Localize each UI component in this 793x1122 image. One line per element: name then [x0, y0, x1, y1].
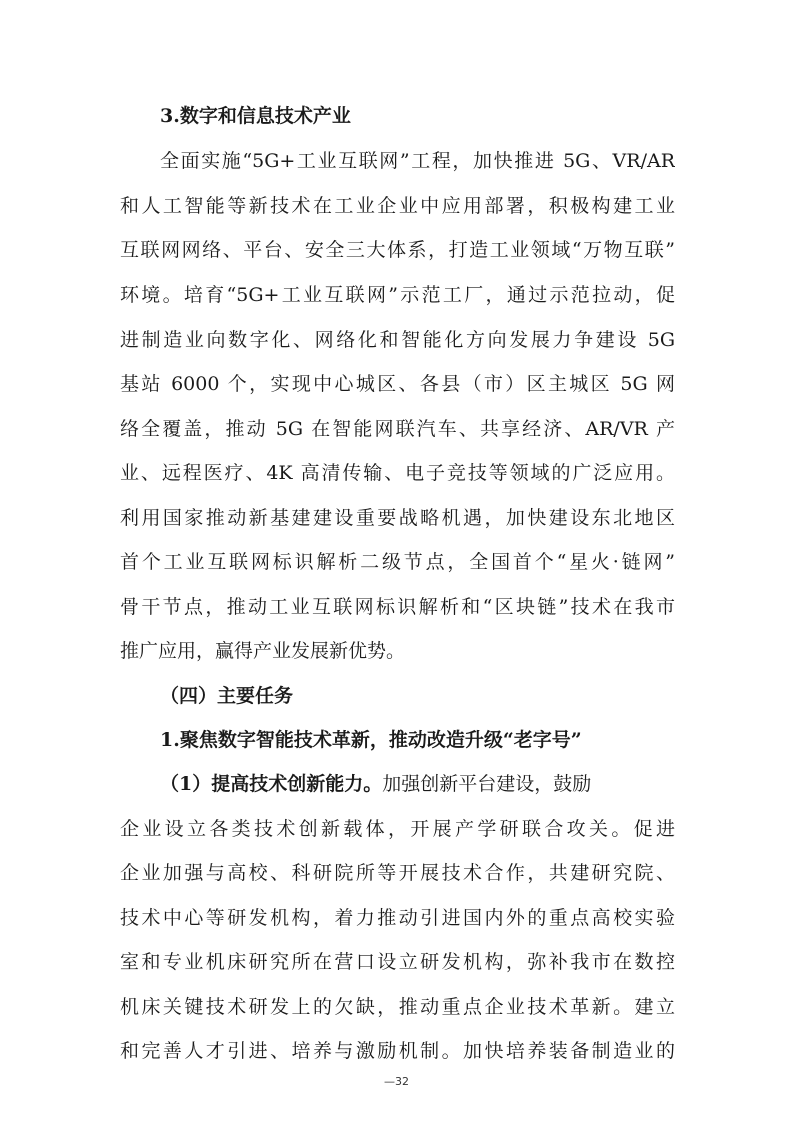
paragraph-line-with-lead: [160, 771, 675, 797]
paragraph-line: 骨干节点，推动工业互联网标识解析和“区块链”技术在我市: [120, 596, 675, 618]
paragraph-line: 首个工业互联网标识解析二级节点，全国首个“星火·链网”: [120, 551, 675, 573]
item-heading-tech-innovation: （1）提高技术创新能力。: [160, 773, 383, 795]
paragraph-line: 络全覆盖，推动 5G 在智能网联汽车、共享经济、AR/VR 产: [120, 418, 675, 440]
paragraph-line: 进制造业向数字化、网络化和智能化方向发展力争建设 5G: [120, 329, 675, 351]
paragraph-line: 利用国家推动新基建建设重要战略机遇，加快建设东北地区: [120, 507, 675, 529]
paragraph-line: 技术中心等研发机构，着力推动引进国内外的重点高校实验: [120, 907, 675, 929]
paragraph-line: 企业加强与高校、科研院所等开展技术合作，共建研究院、: [120, 862, 675, 884]
paragraph-line: 室和专业机床研究所在营口设立研发机构，弥补我市在数控: [120, 951, 675, 973]
paragraph-line: 和人工智能等新技术在工业企业中应用部署，积极构建工业: [120, 195, 675, 217]
paragraph-text: 加强创新平台建设，鼓励: [382, 773, 592, 795]
section-heading-digital-info-industry: 3.数字和信息技术产业: [160, 105, 351, 127]
paragraph-line: 企业设立各类技术创新载体，开展产学研联合攻关。促进: [120, 818, 675, 840]
paragraph-line: 机床关键技术研发上的欠缺，推动重点企业技术革新。建立: [120, 996, 675, 1018]
subsection-heading-digital-intelligence: 1.聚焦数字智能技术革新，推动改造升级“老字号”: [160, 729, 582, 751]
page-number: —32: [384, 1075, 409, 1088]
paragraph-line: 环境。培育“5G+工业互联网”示范工厂，通过示范拉动，促: [120, 284, 675, 306]
section-heading-main-tasks: （四）主要任务: [160, 685, 294, 707]
paragraph-line: 和完善人才引进、培养与激励机制。加快培养装备制造业的: [120, 1040, 675, 1062]
paragraph-line: 推广应用，赢得产业发展新优势。: [120, 640, 406, 662]
paragraph-line: 全面实施“5G+工业互联网”工程，加快推进 5G、VR/AR: [160, 150, 675, 172]
paragraph-line: 业、远程医疗、4K 高清传输、电子竞技等领域的广泛应用。: [120, 462, 675, 484]
paragraph-line: 基站 6000 个，实现中心城区、各县（市）区主城区 5G 网: [120, 373, 675, 395]
paragraph-line: 互联网网络、平台、安全三大体系，打造工业领域“万物互联”: [120, 239, 675, 261]
